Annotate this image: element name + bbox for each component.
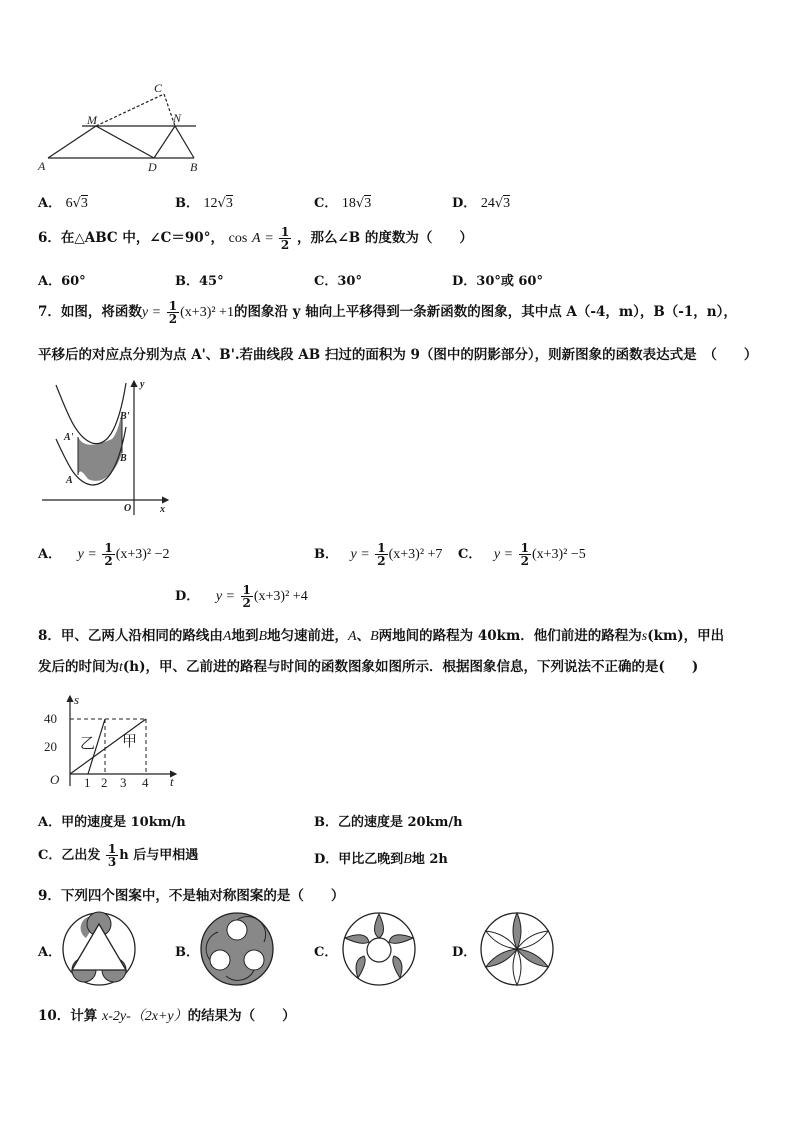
q7-option-letter: D．: [175, 589, 200, 604]
q5-option-letter: A．: [38, 196, 62, 211]
q8-text: 8．甲、乙两人沿相同的路线由: [38, 628, 223, 644]
q9-pattern-d[interactable]: [478, 910, 556, 988]
q6-eq: =: [265, 231, 274, 246]
q8-question-line1: [38, 624, 724, 645]
q6-fraction: [279, 226, 291, 251]
q8-tick-y40: 40: [44, 711, 57, 726]
q5-triangle-figure: [34, 78, 204, 178]
q5-option-letter: C．: [314, 196, 338, 211]
q7-option-frac-den: 2: [520, 554, 529, 568]
q8-option-c-den: 3: [107, 855, 117, 869]
q8-text: 两地间的路程为 40km．他们前进的路程为: [378, 628, 642, 644]
sqrt-icon: √: [355, 196, 365, 211]
q7-option-frac-den: 2: [242, 596, 251, 610]
q8-option-c-num: 1: [107, 842, 117, 856]
q7-fraction: [167, 300, 179, 325]
q8-tick-x2: 2: [101, 775, 108, 790]
q8-var-a: A: [348, 629, 357, 644]
q6-option-c[interactable]: C．30°: [314, 274, 362, 289]
q7-option-frac-den: 2: [104, 554, 113, 568]
q8-option-d-after: 地 2h: [411, 852, 448, 867]
q7-expr: (x+3)² +1: [180, 305, 234, 320]
q9-pattern-a[interactable]: [60, 910, 138, 988]
q9-pattern-c[interactable]: [340, 910, 418, 988]
q10-text-before: 10．计算: [38, 1008, 98, 1024]
q8-var-a: A: [222, 629, 232, 644]
q7-option-letter: A．: [38, 547, 62, 562]
q8-label-yi: 乙: [80, 736, 96, 752]
q8-text: (km)，甲出: [647, 628, 725, 644]
q7-option-y: y =: [350, 547, 370, 562]
q5-label-b: B: [190, 160, 198, 174]
q7-option-y: y =: [77, 547, 97, 562]
q6-option-a[interactable]: A．60°: [38, 274, 86, 289]
q7-option-frac-num: 1: [104, 541, 113, 555]
q7-option-c[interactable]: [458, 542, 586, 567]
q5-label-c: C: [154, 81, 163, 95]
q5-option-rad: 3: [364, 196, 372, 211]
q6-frac-num: 1: [280, 225, 290, 239]
q10-text-after: 的结果为（ ）: [187, 1008, 296, 1024]
q6-option-b[interactable]: B．45°: [175, 274, 224, 289]
q7-option-fraction: [375, 542, 387, 567]
q7-option-frac-num: 1: [377, 541, 386, 555]
q5-label-m: M: [87, 113, 97, 127]
q8-option-c[interactable]: [38, 843, 198, 868]
q6-var-a: A: [252, 231, 261, 246]
q7-option-letter: C．: [458, 547, 482, 562]
q5-option-coef: 18: [341, 196, 356, 211]
q5-option-rad: 3: [503, 196, 511, 211]
q6-text-after: ，那么∠B 的度数为（ ）: [296, 230, 473, 246]
q5-option-d[interactable]: [452, 192, 510, 212]
q5-option-coef: 24: [480, 196, 495, 211]
q8-option-d-b: B: [403, 852, 412, 867]
q7-option-tail: (x+3)² −2: [115, 547, 170, 562]
q8-text: 地到: [231, 628, 259, 644]
q5-label-a: A: [38, 159, 46, 173]
q8-label-s: s: [74, 692, 80, 707]
q7-option-frac-num: 1: [520, 541, 529, 555]
q7-label-a-prime: A': [64, 432, 74, 443]
q8-text: 地匀速前进，: [267, 628, 349, 644]
q9-option-c-label[interactable]: C．: [314, 945, 338, 960]
q8-option-c-text: C．乙出发: [38, 848, 101, 863]
q5-label-n: N: [173, 111, 182, 125]
q8-var-b: B: [370, 629, 379, 644]
q8-option-d[interactable]: [314, 848, 448, 868]
q8-option-c-after: h 后与甲相遇: [119, 848, 199, 863]
q8-tick-y20: 20: [44, 739, 57, 754]
q5-option-letter: D．: [452, 196, 477, 211]
q7-label-b-prime: B': [120, 411, 130, 422]
q5-option-letter: B．: [175, 196, 199, 211]
q7-parabola-graph: [40, 375, 180, 520]
q9-question: 9．下列四个图案中，不是轴对称图案的是（ ）: [38, 888, 345, 904]
q7-option-y: y =: [493, 547, 514, 562]
sqrt-icon: √: [217, 196, 226, 211]
q8-tick-x4: 4: [142, 775, 149, 790]
q8-var-b: B: [258, 629, 268, 644]
q8-option-c-fraction: [106, 843, 118, 868]
q7-label-o: O: [124, 503, 132, 514]
q8-text: 发后的时间为: [38, 659, 119, 675]
q6-option-d[interactable]: D．30°或 60°: [452, 274, 543, 289]
q8-distance-time-graph: [38, 690, 183, 790]
q7-question-line2: 平移后的对应点分别为点 A'、B'.若曲线段 AB 扫过的面积为 9（图中的阴影部分），则新图象的函数表达式是 （ ）: [38, 347, 758, 363]
q10-expr: x-2y-（2x+y）: [102, 1009, 188, 1024]
q9-option-b-label[interactable]: B．: [175, 945, 199, 960]
q7-y-eq: y =: [141, 305, 162, 320]
q5-option-coef: 6: [65, 196, 73, 211]
q8-var-s: s: [641, 629, 648, 644]
q7-option-letter: B．: [314, 547, 338, 562]
q8-label-t: t: [170, 774, 174, 789]
q9-option-a-label[interactable]: A．: [38, 945, 62, 960]
q9-pattern-b[interactable]: [198, 910, 276, 988]
q7-option-d[interactable]: [175, 584, 308, 609]
q5-label-d: D: [148, 160, 157, 174]
q8-tick-x3: 3: [120, 775, 127, 790]
q5-option-rad: 3: [225, 196, 233, 211]
q5-option-c[interactable]: [314, 192, 371, 212]
q6-cos: cos: [228, 231, 248, 246]
q8-tick-x1: 1: [84, 775, 91, 790]
sqrt-icon: √: [494, 196, 504, 211]
q5-option-a[interactable]: [38, 192, 88, 212]
q5-option-coef: 12: [203, 196, 218, 211]
q7-option-frac-den: 2: [377, 554, 386, 568]
q7-option-fraction: [102, 542, 114, 567]
q10-question: [38, 1004, 296, 1025]
sqrt-icon: √: [72, 196, 81, 211]
q8-label-jia: 甲: [122, 734, 138, 750]
q7-shaded-region: [78, 413, 122, 481]
q6-frac-den: 2: [280, 238, 290, 252]
q5-option-rad: 3: [80, 196, 88, 211]
q7-label-y: y: [140, 379, 145, 390]
q7-text-after: 的图象沿 y 轴向上平移得到一条新函数的图象，其中点 A（-4，m），B（-1，n），: [233, 304, 737, 320]
q7-label-b: B: [120, 453, 127, 464]
q8-text: (h)，甲、乙前进的路程与时间的函数图象如图所示．根据图象信息，下列说法不正确的是( ): [122, 659, 699, 675]
q8-question-line2: [38, 655, 698, 676]
q7-label-x: x: [160, 504, 165, 515]
q7-option-tail: (x+3)² +4: [253, 589, 308, 604]
q7-number: 7．如图，将函数: [38, 304, 142, 320]
q7-option-fraction: [519, 542, 531, 567]
q7-option-tail: (x+3)² −5: [531, 547, 586, 562]
q6-question: [38, 226, 473, 251]
q8-option-b[interactable]: B．乙的速度是 20km/h: [314, 815, 463, 830]
q7-frac-num: 1: [168, 299, 178, 313]
q8-var-t: t: [119, 660, 123, 675]
q6-text-before: 6．在△ABC 中，∠C＝90°，: [38, 230, 224, 246]
q8-option-a[interactable]: A．甲的速度是 10km/h: [38, 815, 186, 830]
q7-option-a[interactable]: [38, 542, 170, 567]
q8-option-d-text: D．甲比乙晚到: [314, 852, 404, 867]
q9-option-d-label[interactable]: D．: [452, 945, 477, 960]
q7-option-y: y =: [215, 589, 235, 604]
q5-option-b[interactable]: [175, 192, 233, 212]
q7-option-fraction: [241, 584, 253, 609]
q7-label-a: A: [66, 475, 73, 486]
q7-option-b[interactable]: [314, 542, 442, 567]
q7-option-tail: (x+3)² +7: [388, 547, 443, 562]
q7-frac-den: 2: [168, 312, 178, 326]
q8-label-o: O: [50, 772, 60, 787]
q7-option-frac-num: 1: [242, 583, 251, 597]
q8-text: 、: [356, 628, 371, 644]
q7-question-line1: [38, 300, 737, 325]
